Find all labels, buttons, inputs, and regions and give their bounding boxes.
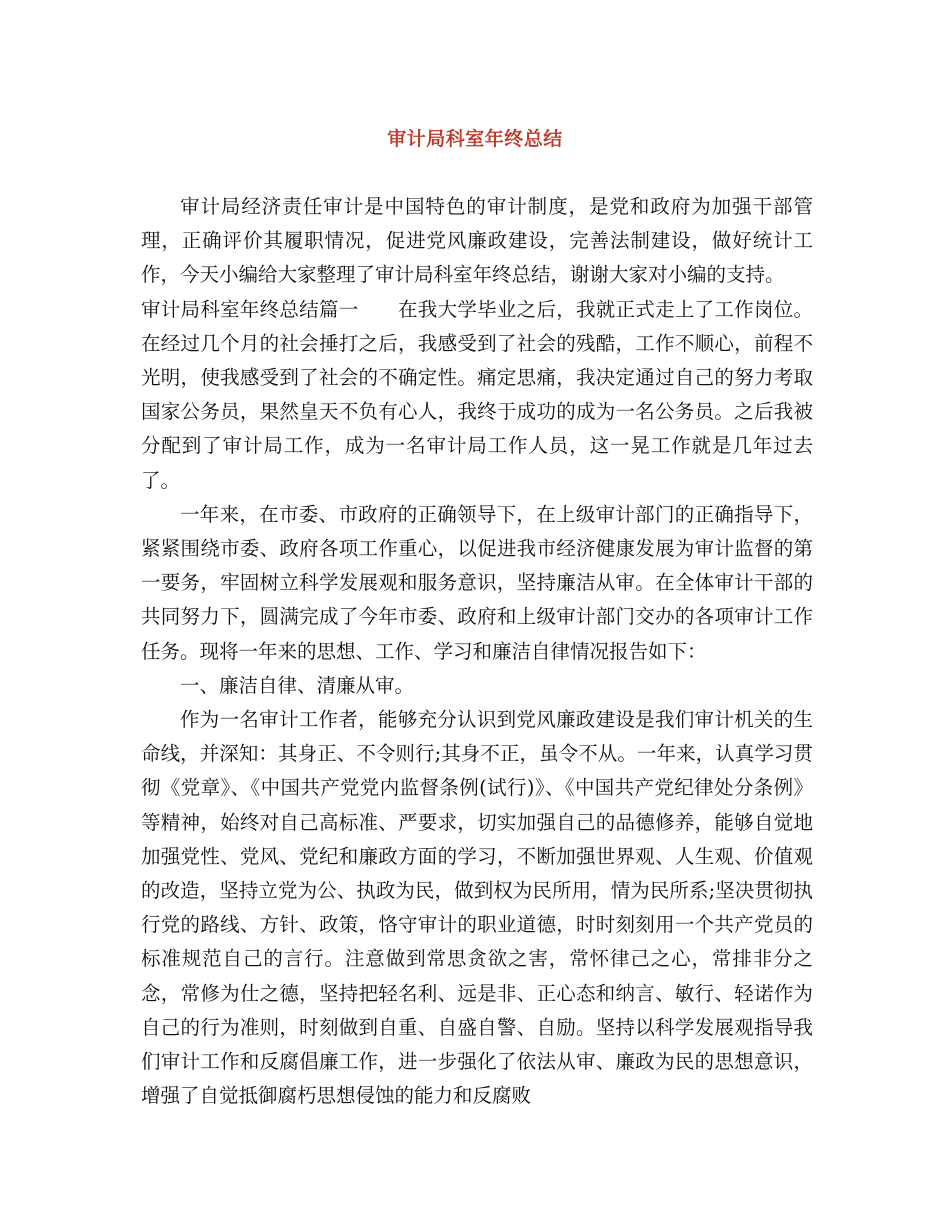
section-one-paragraph: 审计局科室年终总结篇一 在我大学毕业之后，我就正式走上了工作岗位。在经过几个月的社会捶打之后，我感受到了社会的残酷，工作不顺心，前程不光明，使我感受到了社会的不确定性。痛定思痛，我决定通过自己的努力考取国家公务员，果然皇天不负有心人，我终于成功的成为一名公务员。之后我被分配到了审计局工作，成为一名审计局工作人员，这一晃工作就是几年过去了。 <box>141 297 813 492</box>
section-heading: 一、廉洁自律、清廉从审。 <box>180 673 415 697</box>
integrity-paragraph: 作为一名审计工作者，能够充分认识到党风廉政建设是我们审计机关的生命线，并深知：其身正、不令则行;其身不正，虽令不从。一年来，认真学习贯彻《党章》、《中国共产党党内监督条例(试行)》、《中国共产党纪律处分条例》等精神，始终对自己高标准、严要求，切实加强自己的品德修养，能够自觉地加强党性、党风、党纪和廉政方面的学习，不断加强世界观、人生观、价值观的改造，坚持立党为公、执政为民，做到权为民所用，情为民所系;坚决贯彻执行党的路线、方针、政策，恪守审计的职业道德，时时刻刻用一个共产党员的标准规范自己的言行。注意做到常思贪欲之害，常怀律己之心，常排非分之念，常修为仕之德，坚持把轻名利、远是非、正心态和纳言、敏行、轻诺作为自己的行为准则，时刻做到自重、自盛自警、自励。坚持以科学发展观指导我们审计工作和反腐倡廉工作，进一步强化了依法从审、廉政为民的思想意识，增强了自觉抵御腐朽思想侵蚀的能力和反腐败 <box>141 708 813 1108</box>
summary-paragraph: 一年来，在市委、市政府的正确领导下，在上级审计部门的正确指导下，紧紧围绕市委、政府各项工作重心，以促进我市经济健康发展为审计监督的第一要务，牢固树立科学发展观和服务意识，坚持廉洁从审。在全体审计干部的共同努力下，圆满完成了今年市委、政府和上级审计部门交办的各项审计工作任务。现将一年来的思想、工作、学习和廉洁自律情况报告如下： <box>141 502 813 663</box>
document-title: 审计局科室年终总结 <box>387 128 563 150</box>
intro-paragraph: 审计局经济责任审计是中国特色的审计制度，是党和政府为加强干部管理，正确评价其履职情况，促进党风廉政建设，完善法制建设，做好统计工作，今天小编给大家整理了审计局科室年终总结，谢谢大家对小编的支持。 <box>141 195 813 287</box>
document-body <box>141 190 813 1113</box>
